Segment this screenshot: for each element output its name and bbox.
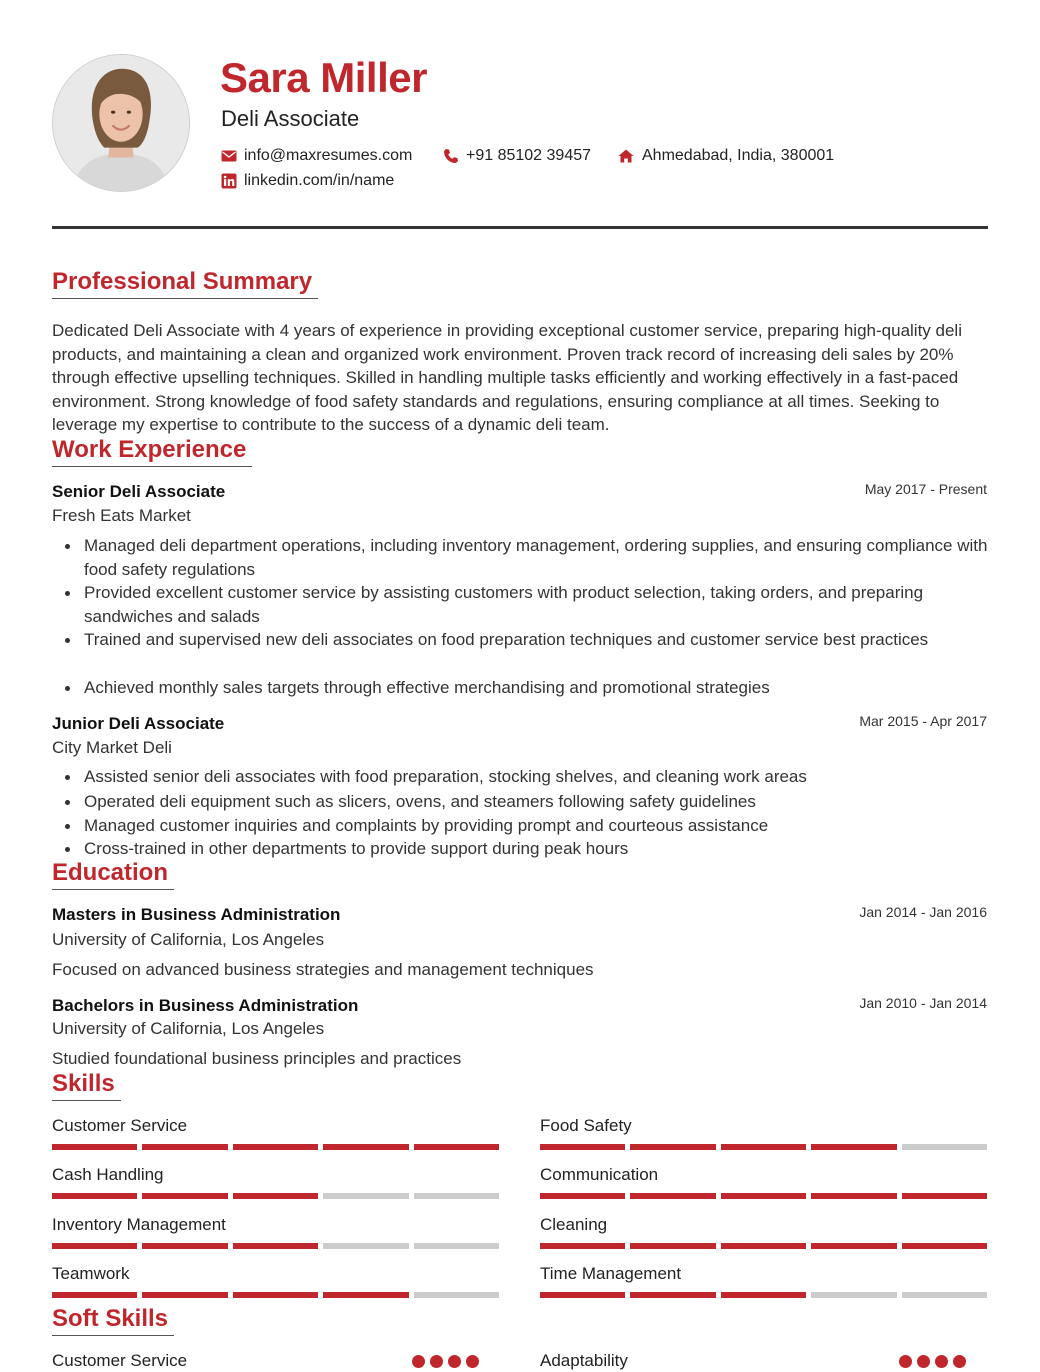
list-item: Cross-trained in other departments to provide support during peak hours — [84, 837, 988, 861]
list-item: Trained and supervised new deli associates on food preparation techniques and customer service best practices — [84, 628, 988, 652]
skill-bar — [540, 1144, 987, 1150]
skill-bar-segment — [721, 1292, 806, 1298]
skill-bar-segment — [52, 1193, 137, 1199]
skill-bar-segment — [414, 1144, 499, 1150]
skill-name: Time Management — [540, 1264, 682, 1283]
rating-dot — [430, 1355, 443, 1368]
skill-bar-segment — [811, 1292, 896, 1298]
skill-bar — [540, 1292, 987, 1298]
skill-bar-segment — [323, 1144, 408, 1150]
linkedin-text: linkedin.com/in/name — [244, 172, 395, 189]
education-date: Jan 2010 - Jan 2014 — [859, 995, 987, 1011]
profile-photo — [53, 55, 189, 191]
list-item: Managed customer inquiries and complaints by providing prompt and courteous assistance — [84, 814, 988, 838]
list-item: Managed deli department operations, including inventory management, ordering supplies, and ensuring compliance with food safety regulations — [84, 534, 988, 581]
skill-name: Cash Handling — [52, 1165, 164, 1184]
job-company: City Market Deli — [52, 738, 172, 757]
skill-bar-segment — [540, 1292, 625, 1298]
skill-bar-segment — [540, 1243, 625, 1249]
job-title: Senior Deli Associate — [52, 482, 226, 501]
job-title: Junior Deli Associate — [52, 714, 225, 733]
skill-name: Inventory Management — [52, 1215, 226, 1234]
list-item: Operated deli equipment such as slicers, ovens, and steamers following safety guidelines — [84, 790, 988, 814]
skill-bar-segment — [142, 1292, 227, 1298]
rating-dot — [935, 1355, 948, 1368]
skill-bar-segment — [721, 1243, 806, 1249]
home-icon — [617, 148, 635, 164]
education-description: Studied foundational business principles and practices — [52, 1049, 462, 1068]
skill-name: Communication — [540, 1165, 659, 1184]
phone-icon — [443, 148, 459, 164]
skill-name: Customer Service — [52, 1116, 188, 1135]
skill-bar-segment — [52, 1292, 137, 1298]
skill-bar-segment — [902, 1193, 987, 1199]
contact-email[interactable] — [221, 146, 412, 166]
candidate-name: Sara Miller — [220, 54, 427, 101]
avatar — [52, 54, 190, 192]
skill-bar-segment — [540, 1144, 625, 1150]
school-name: University of California, Los Angeles — [52, 930, 325, 949]
list-item: Provided excellent customer service by assisting customers with product selection, taking orders, and preparing sandwiches and salads — [84, 581, 988, 628]
contact-address — [617, 146, 834, 166]
header-divider — [52, 226, 988, 229]
skill-bar-segment — [233, 1144, 318, 1150]
summary-text: Dedicated Deli Associate with 4 years of experience in providing exceptional customer service, preparing high-quality deli products, and maintaining a clean and organized work environment. Proven track record of increasing deli sales by 20% through effective upselling techniques. Skilled in handling multiple tasks efficiently and working effectively in a fast-paced environment. Strong knowledge of food safety standards and regulations, ensuring compliance at all times. Seeking to leverage my expertise to contribute to the success of a dynamic deli team. — [52, 321, 962, 434]
rating-dot — [917, 1355, 930, 1368]
linkedin-icon — [221, 173, 237, 189]
rating-dot — [448, 1355, 461, 1368]
skill-bar-segment — [902, 1144, 987, 1150]
email-text: info@maxresumes.com — [244, 147, 413, 164]
rating-dot — [412, 1355, 425, 1368]
soft-skill-name: Customer Service — [52, 1351, 188, 1370]
rating-dot — [466, 1355, 479, 1368]
skill-bar-segment — [902, 1292, 987, 1298]
skill-bar-segment — [323, 1243, 408, 1249]
skill-bar-segment — [721, 1193, 806, 1199]
skill-bar-segment — [142, 1193, 227, 1199]
envelope-icon — [221, 148, 237, 164]
list-item: Achieved monthly sales targets through effective merchandising and promotional strategies — [84, 676, 988, 700]
section-title-education: Education — [52, 859, 174, 890]
section-title-skills: Skills — [52, 1070, 121, 1101]
skill-bar-segment — [414, 1243, 499, 1249]
skill-name: Cleaning — [540, 1215, 608, 1234]
skill-bar-segment — [811, 1193, 896, 1199]
skill-bar-segment — [323, 1193, 408, 1199]
candidate-role: Deli Associate — [221, 106, 360, 131]
skill-bar-segment — [540, 1193, 625, 1199]
skill-bar-segment — [630, 1243, 715, 1249]
soft-skill-name: Adaptability — [540, 1351, 628, 1370]
phone-text: +91 85102 39457 — [466, 147, 592, 164]
section-title-soft-skills: Soft Skills — [52, 1305, 174, 1336]
section-title-summary: Professional Summary — [52, 268, 318, 299]
degree-title: Bachelors in Business Administration — [52, 996, 359, 1015]
rating-dot — [899, 1355, 912, 1368]
section-title-experience: Work Experience — [52, 436, 252, 467]
skill-bar-segment — [414, 1292, 499, 1298]
skill-bar-segment — [630, 1292, 715, 1298]
skill-bar — [52, 1292, 499, 1298]
skill-bar — [540, 1193, 987, 1199]
job-date: May 2017 - Present — [864, 481, 987, 497]
degree-title: Masters in Business Administration — [52, 905, 341, 924]
skill-bar-segment — [233, 1193, 318, 1199]
job-company: Fresh Eats Market — [52, 506, 191, 525]
skill-bar-segment — [630, 1144, 715, 1150]
skill-bar-segment — [52, 1243, 137, 1249]
skill-bar-segment — [630, 1193, 715, 1199]
skill-name: Teamwork — [52, 1264, 130, 1283]
skill-bar-segment — [811, 1243, 896, 1249]
skill-bar-segment — [323, 1292, 408, 1298]
list-item: Assisted senior deli associates with food preparation, stocking shelves, and cleaning work areas — [84, 765, 988, 789]
education-description: Focused on advanced business strategies and management techniques — [52, 960, 594, 979]
contact-linkedin[interactable] — [221, 171, 394, 191]
skill-bar-segment — [902, 1243, 987, 1249]
skill-bar-segment — [142, 1243, 227, 1249]
skill-bar-segment — [233, 1243, 318, 1249]
resume-header — [52, 54, 988, 194]
soft-skill-rating — [899, 1355, 966, 1368]
education-date: Jan 2014 - Jan 2016 — [859, 904, 987, 920]
skill-bar — [52, 1193, 499, 1199]
address-text: Ahmedabad, India, 380001 — [642, 147, 835, 164]
skill-bar-segment — [233, 1292, 318, 1298]
skill-bar — [52, 1144, 499, 1150]
skill-bar-segment — [721, 1144, 806, 1150]
soft-skill-rating — [412, 1355, 479, 1368]
skill-bar-segment — [811, 1144, 896, 1150]
rating-dot — [953, 1355, 966, 1368]
school-name: University of California, Los Angeles — [52, 1019, 325, 1038]
skill-bar-segment — [414, 1193, 499, 1199]
skill-bar-segment — [142, 1144, 227, 1150]
skill-name: Food Safety — [540, 1116, 632, 1135]
job-date: Mar 2015 - Apr 2017 — [859, 713, 987, 729]
skill-bar-segment — [52, 1144, 137, 1150]
skill-bar — [52, 1243, 499, 1249]
skill-bar — [540, 1243, 987, 1249]
contact-phone[interactable] — [443, 146, 591, 166]
